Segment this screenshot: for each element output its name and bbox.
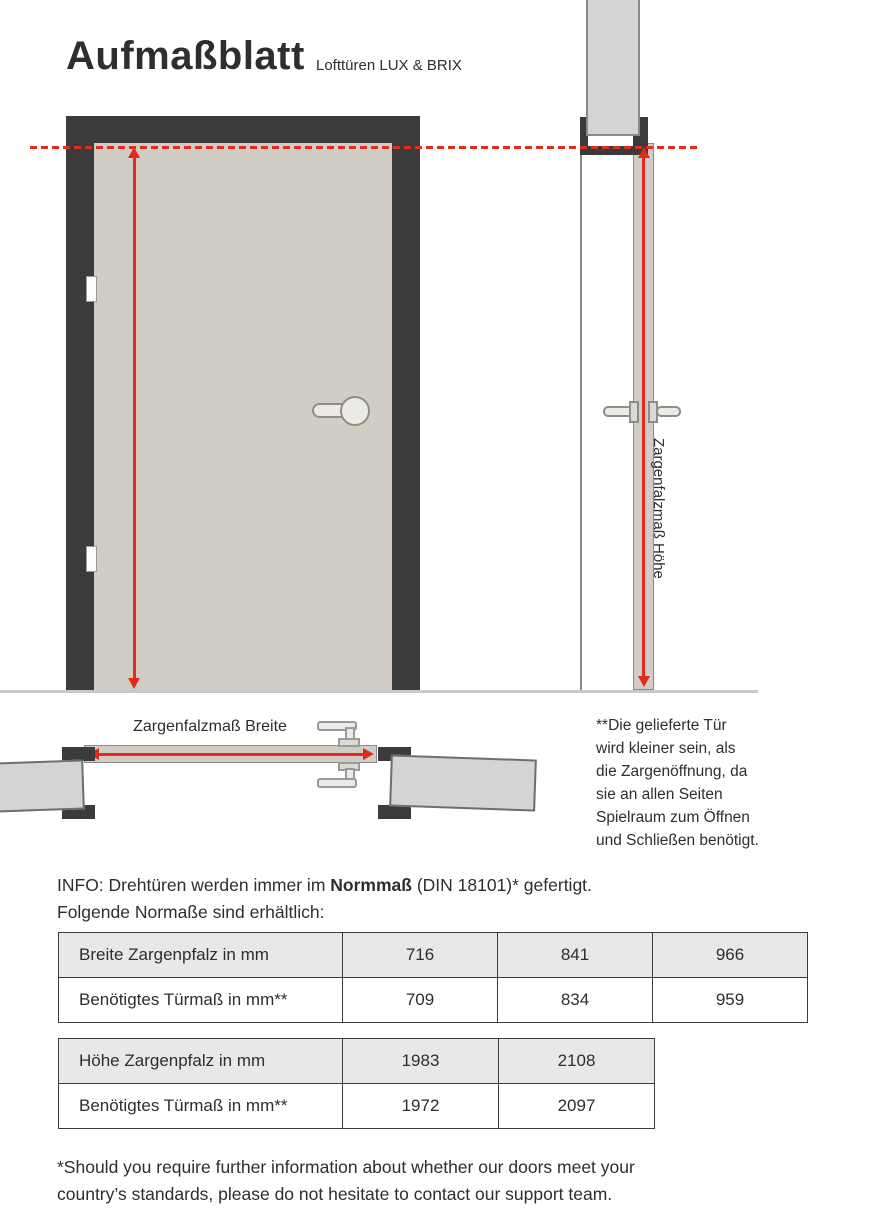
hinge-top <box>86 276 97 302</box>
height-table-cell: 2097 <box>499 1084 655 1129</box>
info-paragraph <box>57 872 777 926</box>
width-table-row2-label: Benötigtes Türmaß in mm** <box>59 978 343 1023</box>
width-table-cell: 709 <box>343 978 498 1023</box>
footnote-line-1: *Should you require further information about whether our doors meet your <box>57 1157 635 1177</box>
table-row <box>59 1084 655 1129</box>
width-dimension-label: Zargenfalzmaß Breite <box>133 718 287 735</box>
height-arrowhead-up-front <box>128 147 140 158</box>
delivery-note <box>596 714 811 852</box>
delivery-note-line: und Schließen benötigt. <box>596 832 759 849</box>
side-view-wall-edge-line <box>580 150 582 690</box>
table-row <box>59 978 808 1023</box>
width-arrowhead-right <box>363 748 374 760</box>
plan-handle-bar-bottom <box>317 778 357 788</box>
height-table-row1-label: Höhe Zargenpfalz in mm <box>59 1039 343 1084</box>
hinge-bottom <box>86 546 97 572</box>
width-arrow <box>97 753 363 756</box>
width-table-cell: 959 <box>653 978 808 1023</box>
info-line-2: Folgende Normaße sind erhältlich: <box>57 902 325 922</box>
info-line-1-suffix: (DIN 18101)* gefertigt. <box>411 875 592 895</box>
side-view-handle-plate-right <box>648 401 658 423</box>
height-table-row2-label: Benötigtes Türmaß in mm** <box>59 1084 343 1129</box>
info-line-1-prefix: INFO: Drehtüren werden immer im <box>57 875 331 895</box>
plan-view-wall-left <box>0 759 85 812</box>
floor-line <box>0 690 758 693</box>
side-view-handle-bar-right <box>656 406 681 417</box>
plan-frame-right-arm-bottom <box>378 805 411 819</box>
height-arrowhead-down-side <box>638 676 650 687</box>
page-title: Aufmaßblatt <box>66 34 305 78</box>
width-table-cell: 841 <box>498 933 653 978</box>
footnote <box>57 1154 797 1208</box>
delivery-note-line: sie an allen Seiten <box>596 786 723 803</box>
height-arrow-front <box>133 151 136 681</box>
height-arrow-side <box>642 151 645 679</box>
width-table-cell: 966 <box>653 933 808 978</box>
width-table-cell: 716 <box>343 933 498 978</box>
height-table-cell: 1972 <box>343 1084 499 1129</box>
footnote-line-2: country’s standards, please do not hesitate to contact our support team. <box>57 1184 613 1204</box>
info-line-1 <box>57 872 777 899</box>
door-handle-rosette <box>340 396 370 426</box>
delivery-note-line: wird kleiner sein, als <box>596 740 736 757</box>
delivery-note-line: Spielraum zum Öffnen <box>596 809 750 826</box>
delivery-note-line: die Zargenöffnung, da <box>596 763 748 780</box>
plan-view-wall-right <box>389 754 537 811</box>
table-row <box>59 933 808 978</box>
height-arrowhead-down-front <box>128 678 140 689</box>
width-table-row1-label: Breite Zargenpfalz in mm <box>59 933 343 978</box>
page-subtitle: Lofttüren LUX & BRIX <box>316 57 462 74</box>
height-dimension-label: Zargenfalzmaß Höhe <box>650 438 667 579</box>
width-table <box>58 932 808 1023</box>
width-table-cell: 834 <box>498 978 653 1023</box>
height-table-cell: 1983 <box>343 1039 499 1084</box>
height-table <box>58 1038 655 1129</box>
plan-handle-plate-top <box>338 738 360 747</box>
info-line-1-bold: Normmaß <box>330 875 412 895</box>
side-view-handle-plate-left <box>629 401 639 423</box>
delivery-note-line: **Die gelieferte Tür <box>596 717 727 734</box>
height-table-cell: 2108 <box>499 1039 655 1084</box>
table-row <box>59 1039 655 1084</box>
side-view-wall <box>586 0 640 136</box>
